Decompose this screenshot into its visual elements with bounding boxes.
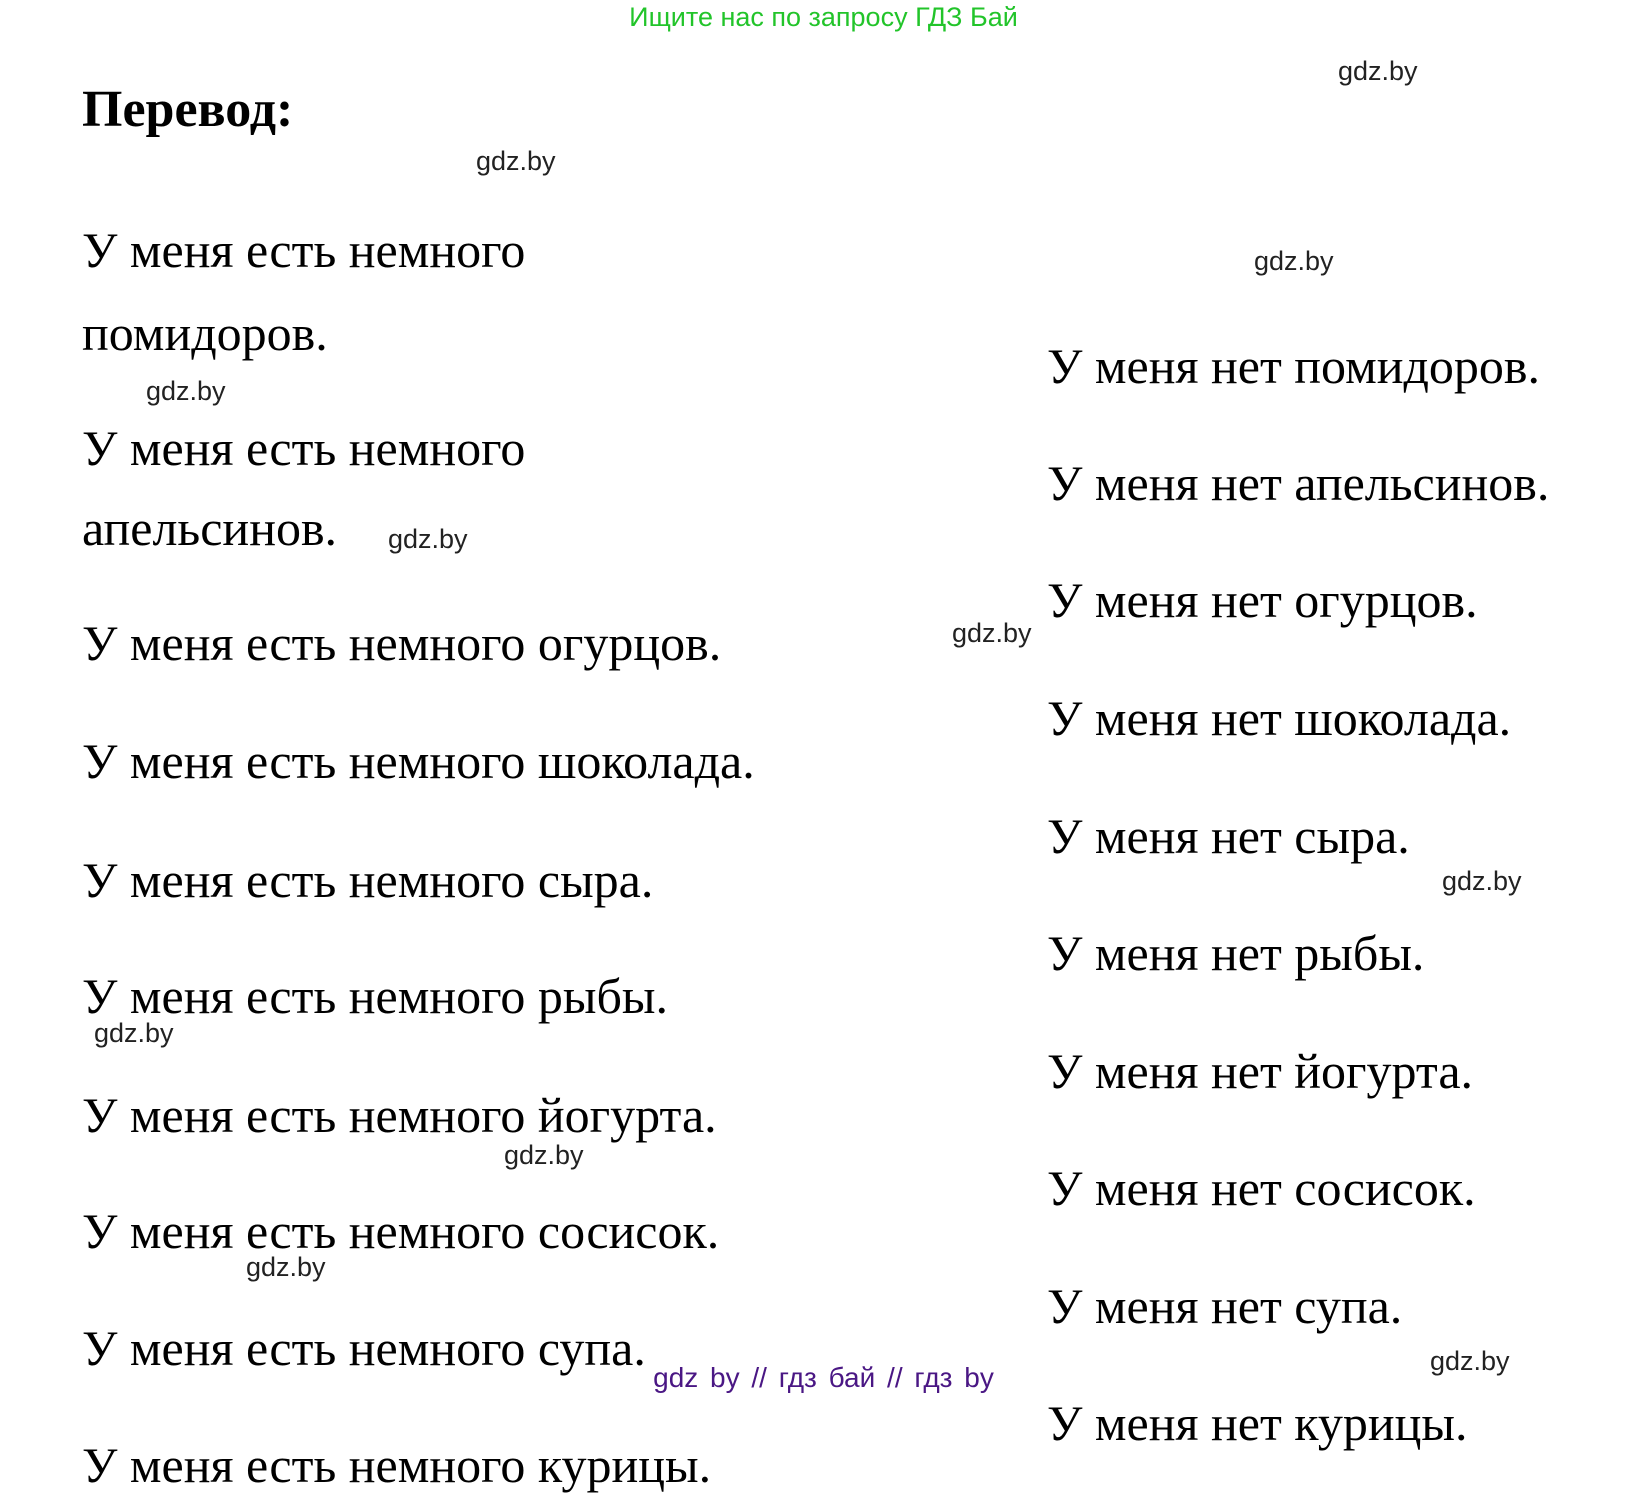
watermark: gdz.by <box>146 376 226 406</box>
sentence-have-fish: У меня есть немного рыбы. <box>82 968 669 1024</box>
watermark: gdz.by <box>1430 1346 1510 1376</box>
watermark: gdz.by <box>476 146 556 176</box>
sentence-no-tomatoes: У меня нет помидоров. <box>1047 338 1541 394</box>
sentence-have-chocolate: У меня есть немного шоколада. <box>82 733 755 789</box>
sentence-have-cheese: У меня есть немного сыра. <box>82 852 654 908</box>
sentence-have-tomatoes-line1: У меня есть немного <box>82 222 526 278</box>
watermark: gdz.by <box>94 1018 174 1048</box>
watermark: gdz.by <box>388 524 468 554</box>
sentence-no-fish: У меня нет рыбы. <box>1047 925 1425 981</box>
sentence-have-cucumbers: У меня есть немного огурцов. <box>82 615 722 671</box>
watermark: gdz.by <box>1338 56 1418 86</box>
watermark: gdz.by <box>1254 246 1334 276</box>
sentence-no-soup: У меня нет супа. <box>1047 1278 1403 1334</box>
sentence-no-sausages: У меня нет сосисок. <box>1047 1160 1476 1216</box>
sentence-no-cucumbers: У меня нет огурцов. <box>1047 572 1478 628</box>
sentence-no-chocolate: У меня нет шоколада. <box>1047 690 1512 746</box>
sentence-no-yogurt: У меня нет йогурта. <box>1047 1043 1474 1099</box>
sentence-have-oranges-line2: апельсинов. <box>82 500 338 556</box>
sentence-have-oranges-line1: У меня есть немного <box>82 420 526 476</box>
sentence-have-soup: У меня есть немного супа. <box>82 1320 646 1376</box>
sentence-no-chicken: У меня нет курицы. <box>1047 1395 1468 1451</box>
footer-links: gdz by // гдз бай // гдз by <box>653 1362 994 1393</box>
sentence-have-sausages: У меня есть немного сосисок. <box>82 1203 720 1259</box>
page-title: Перевод: <box>82 81 294 138</box>
watermark: gdz.by <box>1442 866 1522 896</box>
watermark: gdz.by <box>504 1140 584 1170</box>
sentence-have-tomatoes-line2: помидоров. <box>82 305 328 361</box>
sentence-have-chicken: У меня есть немного курицы. <box>82 1437 712 1493</box>
sentence-no-cheese: У меня нет сыра. <box>1047 808 1410 864</box>
watermark: gdz.by <box>952 618 1032 648</box>
header-banner: Ищите нас по запросу ГДЗ Бай <box>629 2 1018 32</box>
sentence-have-yogurt: У меня есть немного йогурта. <box>82 1087 717 1143</box>
sentence-no-oranges: У меня нет апельсинов. <box>1047 455 1550 511</box>
watermark: gdz.by <box>246 1252 326 1282</box>
